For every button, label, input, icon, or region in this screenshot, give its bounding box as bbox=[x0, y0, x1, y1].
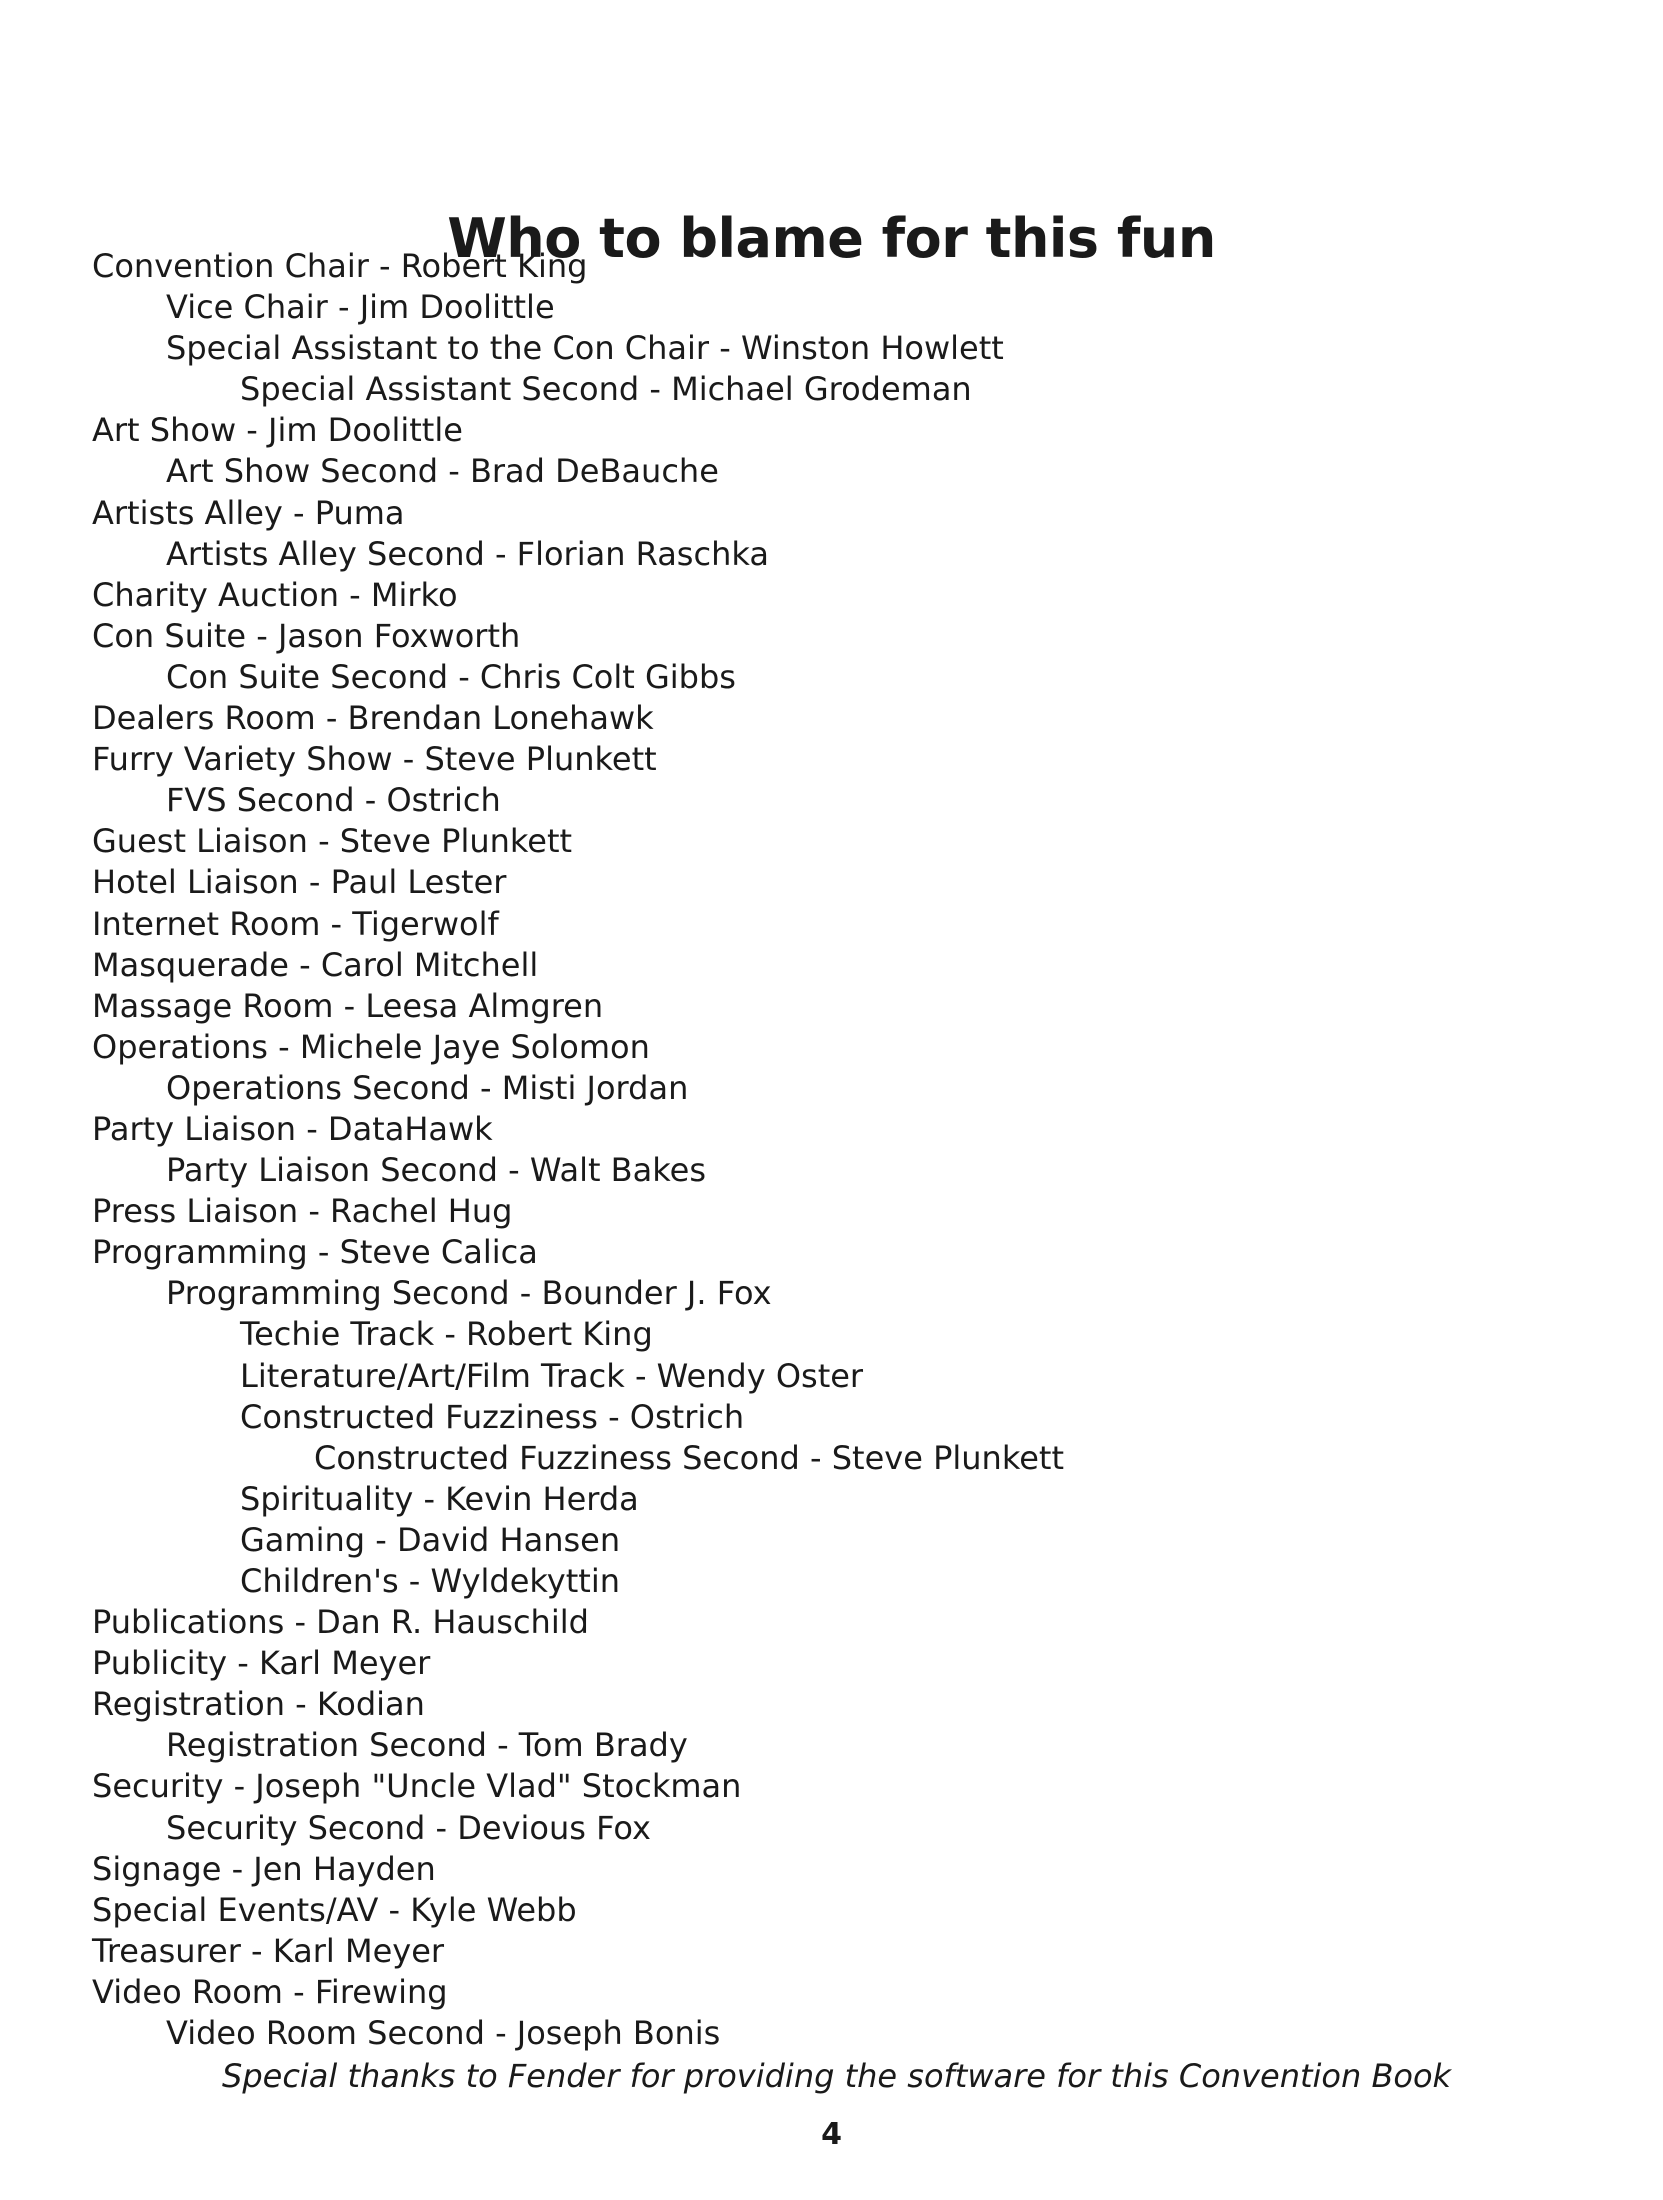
staff-entry: Masquerade - Carol Mitchell bbox=[92, 945, 539, 984]
staff-list bbox=[92, 246, 1064, 2054]
staff-entry: Party Liaison - DataHawk bbox=[92, 1109, 493, 1148]
staff-entry: Operations - Michele Jaye Solomon bbox=[92, 1027, 650, 1066]
page-title: Who to blame for this fun bbox=[447, 207, 1216, 271]
staff-entry: Dealers Room - Brendan Lonehawk bbox=[92, 699, 654, 738]
staff-entry: Video Room - Firewing bbox=[92, 1972, 448, 2011]
staff-entry: Constructed Fuzziness Second - Steve Plunkett bbox=[314, 1438, 1064, 1477]
staff-entry: Security Second - Devious Fox bbox=[166, 1808, 651, 1847]
staff-entry: Programming Second - Bounder J. Fox bbox=[166, 1274, 772, 1313]
staff-entry: Furry Variety Show - Steve Plunkett bbox=[92, 740, 657, 779]
staff-entry: Convention Chair - Robert King bbox=[92, 247, 588, 285]
staff-entry: Registration Second - Tom Brady bbox=[166, 1726, 688, 1765]
staff-entry: Art Show - Jim Doolittle bbox=[92, 411, 463, 450]
page-number: 4 bbox=[821, 2117, 842, 2152]
staff-entry: Techie Track - Robert King bbox=[240, 1315, 653, 1354]
staff-entry: Con Suite - Jason Foxworth bbox=[92, 616, 521, 655]
staff-entry: Programming - Steve Calica bbox=[92, 1233, 538, 1272]
staff-entry: Special Assistant to the Con Chair - Winston Howlett bbox=[166, 329, 1004, 368]
staff-entry: Special Events/AV - Kyle Webb bbox=[92, 1890, 577, 1929]
staff-entry: Art Show Second - Brad DeBauche bbox=[166, 452, 719, 491]
staff-entry: Party Liaison Second - Walt Bakes bbox=[166, 1151, 706, 1190]
staff-entry: Spirituality - Kevin Herda bbox=[240, 1479, 639, 1518]
staff-entry: Vice Chair - Jim Doolittle bbox=[166, 288, 555, 327]
staff-entry: Publicity - Karl Meyer bbox=[92, 1644, 431, 1683]
staff-entry: Signage - Jen Hayden bbox=[92, 1849, 436, 1888]
staff-entry: Security - Joseph "Uncle Vlad" Stockman bbox=[92, 1767, 742, 1806]
staff-entry: Guest Liaison - Steve Plunkett bbox=[92, 822, 573, 861]
staff-entry: Video Room Second - Joseph Bonis bbox=[166, 2014, 721, 2053]
staff-entry: Constructed Fuzziness - Ostrich bbox=[240, 1397, 745, 1436]
staff-entry: Special Assistant Second - Michael Grodeman bbox=[240, 370, 972, 409]
staff-entry: Press Liaison - Rachel Hug bbox=[92, 1192, 513, 1231]
staff-entry: Con Suite Second - Chris Colt Gibbs bbox=[166, 657, 736, 696]
staff-entry: Children's - Wyldekyttin bbox=[240, 1562, 620, 1600]
staff-entry: Gaming - David Hansen bbox=[240, 1520, 621, 1559]
staff-entry: Registration - Kodian bbox=[92, 1685, 425, 1724]
thanks-note: Special thanks to Fender for providing the software for this Convention Book bbox=[222, 2057, 1452, 2095]
staff-entry: Literature/Art/Film Track - Wendy Oster bbox=[240, 1356, 864, 1395]
staff-entry: Artists Alley Second - Florian Raschka bbox=[166, 534, 769, 573]
staff-entry: Massage Room - Leesa Almgren bbox=[92, 986, 604, 1025]
staff-entry: Publications - Dan R. Hauschild bbox=[92, 1603, 589, 1642]
staff-entry: Internet Room - Tigerwolf bbox=[92, 904, 499, 943]
staff-entry: Artists Alley - Puma bbox=[92, 493, 405, 532]
staff-entry: FVS Second - Ostrich bbox=[166, 781, 501, 820]
staff-entry: Hotel Liaison - Paul Lester bbox=[92, 863, 507, 902]
staff-entry: Treasurer - Karl Meyer bbox=[92, 1931, 445, 1970]
staff-entry: Charity Auction - Mirko bbox=[92, 575, 458, 614]
staff-entry: Operations Second - Misti Jordan bbox=[166, 1068, 689, 1107]
